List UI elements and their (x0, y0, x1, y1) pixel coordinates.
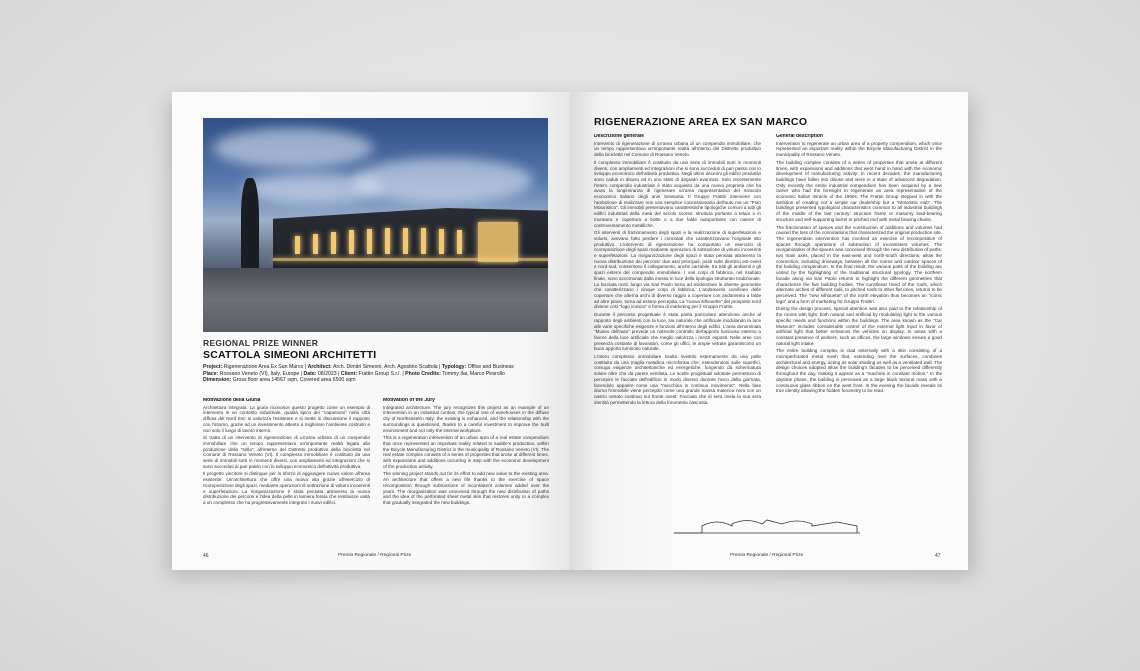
page-number-left: 46 (203, 553, 209, 559)
right-page (570, 92, 968, 570)
description-it: Descrizione generale Intervento di rigenerazione di un'area urbana di un compendio immobiliare, che un tempo rappresentava un'importante realtà all'interno del Distretto produttivo della bicicletta nel Comune di Rossano Veneto. Il complesso immobiliare è costituito da una serie di immobili sorti in momenti diversi, con ampliamenti ed integrazioni che si sono succeduti di pari passo con lo sviluppo economico dell'attività produttiva. Negli ultimi decenni gli edifici produttivi sono caduti in disuso ed in uno stato di degrado avanzato. Solo recentemente l'intero compendio industriale è stato acquisito da una nuova proprietà che ha avuto la lungimiranza di rigenerare un'area rappresentativa del miracolo economico italiano degli anni Sessanta. Il Gruppo Frattin interviene con l'ambizione di realizzare non una semplice concessionaria dell'auto ma un "Polo Motoristico". Gli immobili presentavano caratteristiche tipologiche comuni a tutti gli edifici industriali della metà del secolo scorso: struttura portante a telaio o in muratura e copertura a botte o a due falde autoportante con catene di controventamento metalliche. Gli interventi di frazionamento degli spazi e la realizzazione di superfetazioni e volumi, avevano fatto perdere i connotati che caratterizzavano l'originale sito produttivo. L'intervento di rigenerazione ha comportato un esercizio di ricomposizione degli spazi mediante operazioni di sottrazione di volumi incoerenti e superfetazioni. La riorganizzazione degli spazi è stata pensata attraverso la nuova distribuzione dei percorsi: due assi principali, posti sulle direttrici est-ovest e nord-sud, consentono il collegamento, anche carrabile, tra tutti gli ambienti e gli spazi esterni del compendio immobiliare. I vari corpi di fabbrica, nel risultato finale, sono accomunati dalla messa in luce della tipologia strutturale tradizionale. La facciata nord, lungo via San Paolo torna ad evidenziare le diverse geometrie che caratterizzano i cinque corpi di fabbrica. L'andamento curvilineo delle coperture che alterna archi di diverso raggio a coperture con andamento a falde ad altre piane, torna ad essere percepita. La "nuova silhouette" del prospetto nord diviene così "logo iconico" e forma di marketing per il Gruppo Frattin. Durante il percorso progettuale è stata posta particolare attenzione anche al rapporto degli ambienti con la luce, sia naturale che artificiale modulando la luce alle varie specifiche esigenze e funzioni all'interno degli edifici. L'area denominata "Museo dell'auto" prevede un notevole controllo dell'apporto luminoso esterno a favore della luce artificiale che meglio valorizza i mezzi esposti. Nelle aree con presenza costante di lavoratori, come gli uffici, le ampie vetrate garantiscono un buon apporto luminoso naturale. L'intero complesso immobiliare risulta rivestito esternamente da una pelle costituita da una maglia metallica microforata che, estendendosi sulle superfici, coniuga esigenze architettoniche ed energetiche, fungendo da schermatura solare oltre che da parete ventilata. Le scelte progettuali adottate permettono di percepire le facciate dell'edificio in modo diverso durante l'arco della giornata, facendolo apparire come una "macchina in continuo movimento". Nella fase diurna l'immobile viene percepito come una grande massa materica nera con un nastro vetrato continuo sul fronte ovest. Facciata che di sera rivela la sua vera identità permettendo la lettura della forometria nascosta. (594, 134, 761, 405)
project-meta: Project: Rigenerazione Area Ex San Marco | Architect: Arch. Dimitri Simeoni, Arch. Agostino Scattola | Typology: Office and Business Place: Rossano Veneto (VI), Italy, Europe | Date: 08/2023 | Client: Frattin Group S.r.l. | Photo Credits: Tommy Ilai, Marco Pirarollo Dimension: Gross floor area 14567 sqm, Covered area 6500 sqm (203, 364, 514, 384)
book-spread (172, 92, 968, 570)
description-en: General description Intervention to regenerate an urban area of a property compendium, which once represented an important reality within the Bicycle Manufacturing District in the municipality of Rossano Veneto. The building complex consists of a series of properties that arose at different times, with expansions and additions that went hand in hand with the economic development of manufacturing activity. In recent decades, the manufacturing buildings have fallen into disuse and were in a state of advanced degradation. Only recently the entire industrial compendium has been acquired by a new owner who had the foresight to regenerate an area representative of the economic Italian miracle of the 1960s. The Frattin Group stepped in with the ambition of creating not a simple car dealership but a "Motoristic Hub". The buildings presented typological characteristics common to all industrial buildings of the middle of the last century: structure frame or masonry load-bearing structure and self-supporting barrel or pitched roof with metal bracing chains. The fractionation of spaces and the construction of additions and volumes had caused the loss of the connotations that characterized the original production site. The regeneration intervention has involved an exercise of recomposition of spaces through operations of subtraction of inconsistent volumes. The reorganization of the spaces was conceived through the new distribution of paths: two main axes, placed in the east-west and north-south directions, allow the connection, including driveways, between all the rooms and outdoor spaces of the building compendium. In the final result, the various parts of the building are united by the highlighting of the traditional structural typology. The northern facade along via San Paolo returns to highlight the different geometries that characterize the five building bodies. The curvilinear trend of the roofs, which alternate arches of different radii, to pitched roofs to other flat ones, returns to be perceived. The "new silhouette" of the north elevation thus becomes an "iconic logo" and a form of marketing for Gruppo Frattin. During the design process, special attention was also paid to the relationship of the rooms with light, both natural and artificial by modulating light to the various specific needs and functions within the buildings. The area known as the "Car Museum" includes considerable control of the external light input in favor of artificial light that better enhances the vehicles on display. In areas with a constant presence of workers, such as offices, the large windows ensure a good natural light intake. The entire building complex is clad externally with a skin consisting of a microperforated metal mesh that, extending over the surfaces, combines architectural and energy, acting as solar shading as well as a ventilated wall. The design choices adopted allow the building's facades to be perceived differently throughout the day, making it appear as a "machine in constant motion." In the daytime phase, the building is perceived as a large black textural mass with a continuous glass ribbon on the west front. In the evening the facade reveals its true identity allowing the hidden forometry to be read. (776, 134, 942, 394)
jury-motivation-it: Motivazione della Giuria Architettura integrata. La giuria riconosce questo progetto come un esempio di intervento in un contesto industriale, qualità tipico dei "capannoni" nella città diffusa del Nord Est: si valorizza l'esistente e si mette in discussione il rapporto con l'intorno, grazie ad un investimento attento a migliorare l'ambiente costruito e non solo il luogo di lavoro interno. Si tratta di un intervento di rigenerazione di un'area urbana di un compendio immobiliare che un tempo rappresentava un'importante realtà legata alla produzione della "sella", all'interno del Distretto produttivo della bicicletta nel Comune di Rossano Veneto (VI). Il complesso immobiliare è costituito da una serie di immobili sorti in momenti diversi, con ampliamenti ed integrazioni che si sono succeduti di pari passo con lo sviluppo economico dell'attività produttiva. Il progetto vincitore si distingue per lo sforzo di aggiungere nuovo valore all'area esistente. Un'architettura che offre una nuova vita grazie all'esercizio di ricomposizione degli spazi, mediante operazioni di sottrazione di volumi incoerenti e superfetazioni. La riorganizzazione è stata pensata attraverso la nuova distribuzione dei percorsi e l'idea della pelle in lamiera forata che restituisce unità a un complesso che ha progressivamente integrato i nuovi edifici. (203, 398, 370, 505)
building-night-photo (203, 118, 548, 332)
left-page (172, 92, 570, 570)
north-elevation-silhouette (672, 516, 862, 536)
running-footer-right: Premio Regionale / Regional Prize (730, 553, 804, 558)
page-number-right: 47 (935, 553, 941, 559)
jury-motivation-en: Motivation of the Jury Integrated architecture. The jury recognizes this project as an example of an intervention in an industrial context, the typical one of warehouses in the diffuse city of Northeastern Italy: the existing is enhanced, and the relationship with the surroundings is questioned, thanks to a careful investment to improve the built environment and not only the internal workplace. This is a regeneration intervention of an urban area of a real estate compendium that once represented an important reality related to saddle's production, within the Bicycle Manufacturing District in the municipality of Rossano Veneto (VI). The real estate complex consists of a series of properties that arose at different times, with expansions and additions occurring in step with the economic development of the production activity. The winning project stands out for its effort to add new value to the existing area. An architecture that offers a new life thanks to the exercise of space recomposition through subtractions of inconsistent volumes added over the years. The reorganization was conceived through the new distribution of paths and the idea of the perforated sheet metal skin that restores unity to a complex that gradually integrated the new buildings. (383, 398, 549, 505)
prize-title: SCATTOLA SIMEONI ARCHITETTI (203, 349, 377, 361)
prize-label: REGIONAL PRIZE WINNER (203, 338, 319, 348)
running-footer-left: Premio Regionale / Regional Prize (338, 553, 412, 558)
project-title: RIGENERAZIONE AREA EX SAN MARCO (594, 116, 808, 128)
